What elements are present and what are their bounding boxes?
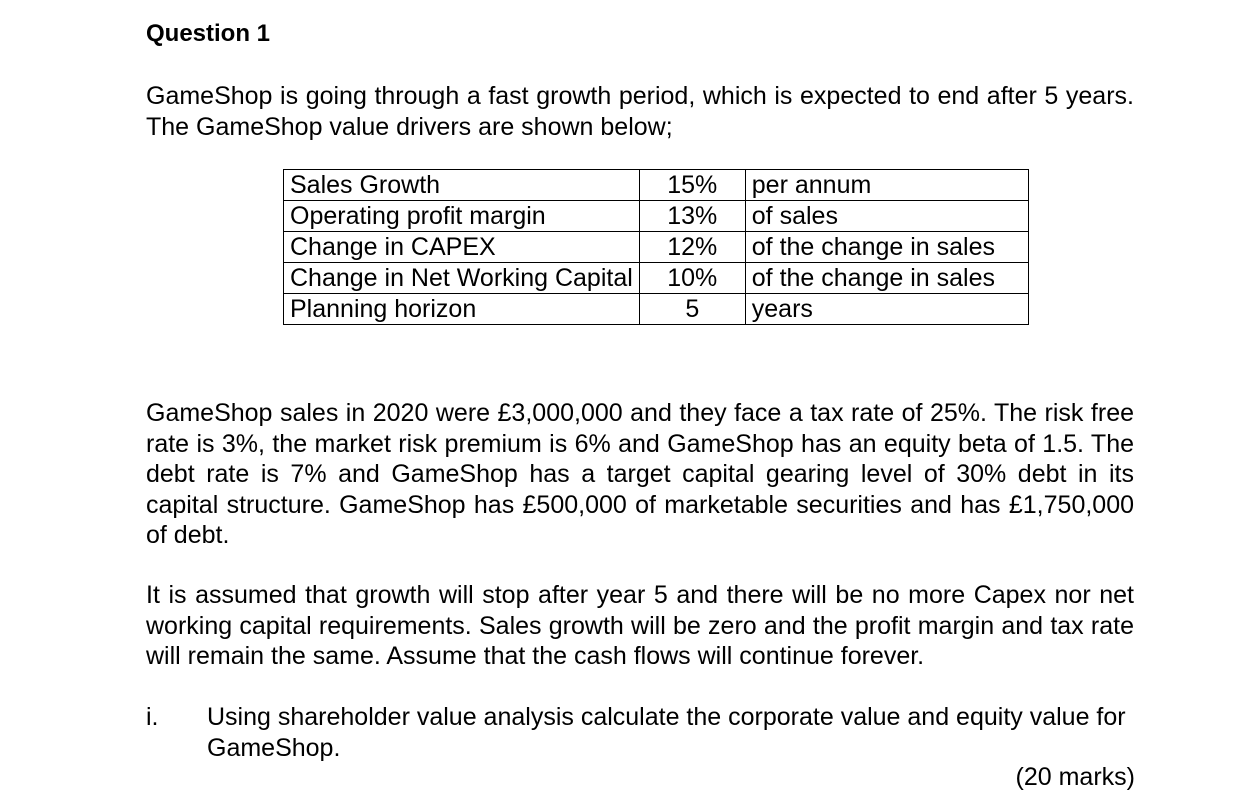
table-row: [284, 232, 1029, 263]
table-row: [284, 294, 1029, 325]
intro-paragraph: GameShop is going through a fast growth period, which is expected to end after 5 years. The GameShop value drivers are shown below;: [146, 82, 1134, 141]
table-row: [284, 263, 1029, 294]
driver-unit: of the change in sales: [745, 232, 1028, 263]
driver-label: Change in CAPEX: [284, 232, 640, 263]
driver-unit: of sales: [745, 201, 1028, 232]
driver-value: 13%: [639, 201, 745, 232]
driver-unit: per annum: [745, 170, 1028, 201]
table-row: [284, 170, 1029, 201]
table-row: [284, 201, 1029, 232]
driver-label: Planning horizon: [284, 294, 640, 325]
driver-unit: years: [745, 294, 1028, 325]
driver-label: Operating profit margin: [284, 201, 640, 232]
driver-label: Change in Net Working Capital: [284, 263, 640, 294]
driver-label: Sales Growth: [284, 170, 640, 201]
driver-value: 12%: [639, 232, 745, 263]
driver-unit: of the change in sales: [745, 263, 1028, 294]
assumption-paragraph: It is assumed that growth will stop after year 5 and there will be no more Capex nor net working capital requirements. Sales growth will be zero and the profit margin and tax rate will remain the same. Assume that the cash flows will continue forever.: [146, 581, 1134, 670]
question-item-i: [146, 702, 1134, 763]
value-drivers-table: [283, 169, 1029, 325]
driver-value: 10%: [639, 263, 745, 294]
question-heading: Question 1: [146, 20, 271, 47]
facts-paragraph: GameShop sales in 2020 were £3,000,000 and they face a tax rate of 25%. The risk free rate is 3%, the market risk premium is 6% and GameShop has an equity beta of 1.5. The debt rate is 7% and GameShop has a target capital gearing level of 30% debt in its capital structure. GameShop has £500,000 of marketable securities and has £1,750,000 of debt.: [146, 399, 1134, 549]
driver-value: 5: [639, 294, 745, 325]
question-text: Using shareholder value analysis calculate the corporate value and equity value for GameShop.: [207, 703, 1126, 762]
question-numeral: i.: [146, 703, 159, 731]
driver-value: 15%: [639, 170, 745, 201]
marks-allocation: (20 marks): [1015, 763, 1135, 791]
